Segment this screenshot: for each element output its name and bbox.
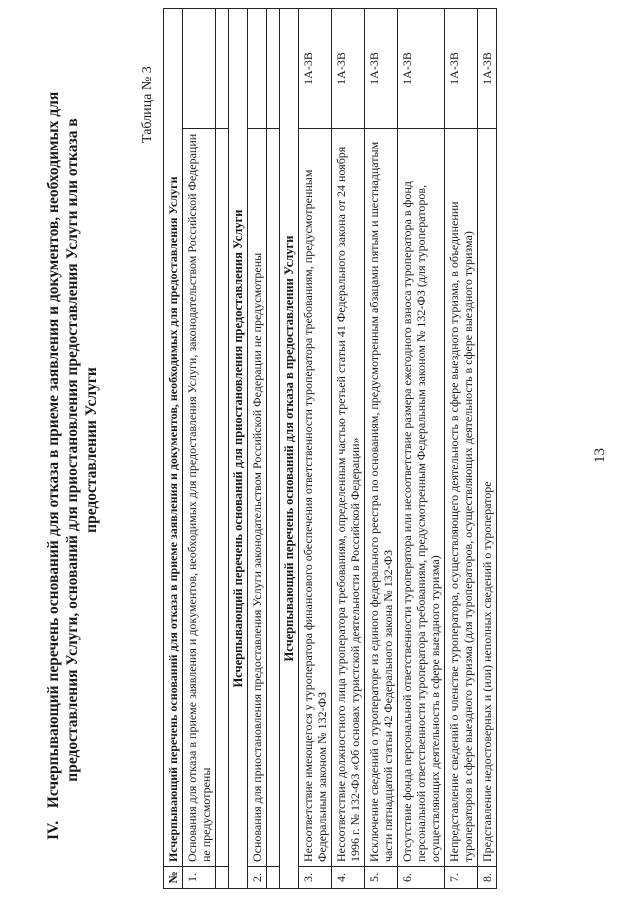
row-code [183,8,216,128]
row-code: 1А-3В [365,8,398,128]
table-row [332,8,365,888]
row-text: Представление недостоверных и (или) неполных сведений о туроператоре [478,129,497,867]
page-number: 13 [592,448,608,463]
row-text: Несоответствие должностного лица туроператора требованиям, определенным частью третьей статьи 41 Федерального закона от 24 ноября 1996 г. № 132-ФЗ «Об основах туристской деятельности в Российской Федерации» [332,129,365,867]
header-number: № [164,867,183,889]
row-code: 1А-3В [478,8,497,128]
row-code: 1А-3В [398,8,445,128]
row-number: 2. [248,867,267,889]
header-title: Исчерпывающий перечень оснований для отказа в приеме заявления и документов, необходимых для предоставления Услуги [164,8,183,866]
row-number: 4. [332,867,365,889]
group-header-row [280,8,299,888]
table-header-row [164,8,183,888]
row-code: 1А-3В [299,8,332,128]
row-number: 6. [398,867,445,889]
group-title: Исчерпывающий перечень оснований для отказа в предоставлении Услуги [280,8,299,888]
section-number: IV. [45,820,62,840]
spacer-row [267,8,280,888]
row-text: Основания для приостановления предоставления Услуги законодательством Российской Федерации не предусмотрены [248,129,267,867]
group-title: Исчерпывающий перечень оснований для приостановления предоставления Услуги [229,8,248,888]
table-row [248,8,267,888]
row-code [248,8,267,128]
row-number: 8. [478,867,497,889]
row-code: 1А-3В [332,8,365,128]
row-text: Непредставление сведений о членстве туроператора, осуществляющего деятельность в сфере выездного туризма, в объединении туроператоров в сфере выездного туризма (для туроператоров, осуществляющих деятельность в сфере выездного туризма) [445,129,478,867]
row-text: Отсутствие фонда персональной ответственности туроператора или несоответствие размера ежегодного взноса туроператора в фонд персональной ответственности туроператора требованиям, предусмотренным Федеральным законом № 132-ФЗ (для туроператоров, осуществляющих деятельность в сфере выездного туризма) [398,129,445,867]
table-row [398,8,445,888]
table-row [445,8,478,888]
table-row [478,8,497,888]
row-number: 5. [365,867,398,889]
row-number: 1. [183,867,216,889]
spacer-row [216,8,229,888]
table-row [365,8,398,888]
requirements-table [163,8,497,889]
section-heading [44,60,101,840]
table-label: Таблица № 3 [140,66,155,143]
row-code: 1А-3В [445,8,478,128]
row-text: Исключение сведений о туроператоре из единого федерального реестра по основаниям, предусмотренным абзацами пятым и шестнадцатым части пятнадцатой статьи 42 Федерального закона № 132-ФЗ [365,129,398,867]
group-header-row [229,8,248,888]
row-number: 3. [299,867,332,889]
table-row [299,8,332,888]
row-text: Основания для отказа в приеме заявления и документов, необходимых для предоставления Услуги, законодательством Российской Федерации не предусмотрены [183,129,216,867]
row-number: 7. [445,867,478,889]
section-title: Исчерпывающий перечень оснований для отказа в приеме заявления и документов, необходимых для предоставления Услуги, оснований для приостановления предоставления Услуги или отказа в предоставлении Услуги [45,91,100,809]
table-row [183,8,216,888]
row-text: Несоответствие имеющегося у туроператора финансового обеспечения ответственности туроператора требованиям, предусмотренным Федеральным законом № 132-ФЗ [299,129,332,867]
